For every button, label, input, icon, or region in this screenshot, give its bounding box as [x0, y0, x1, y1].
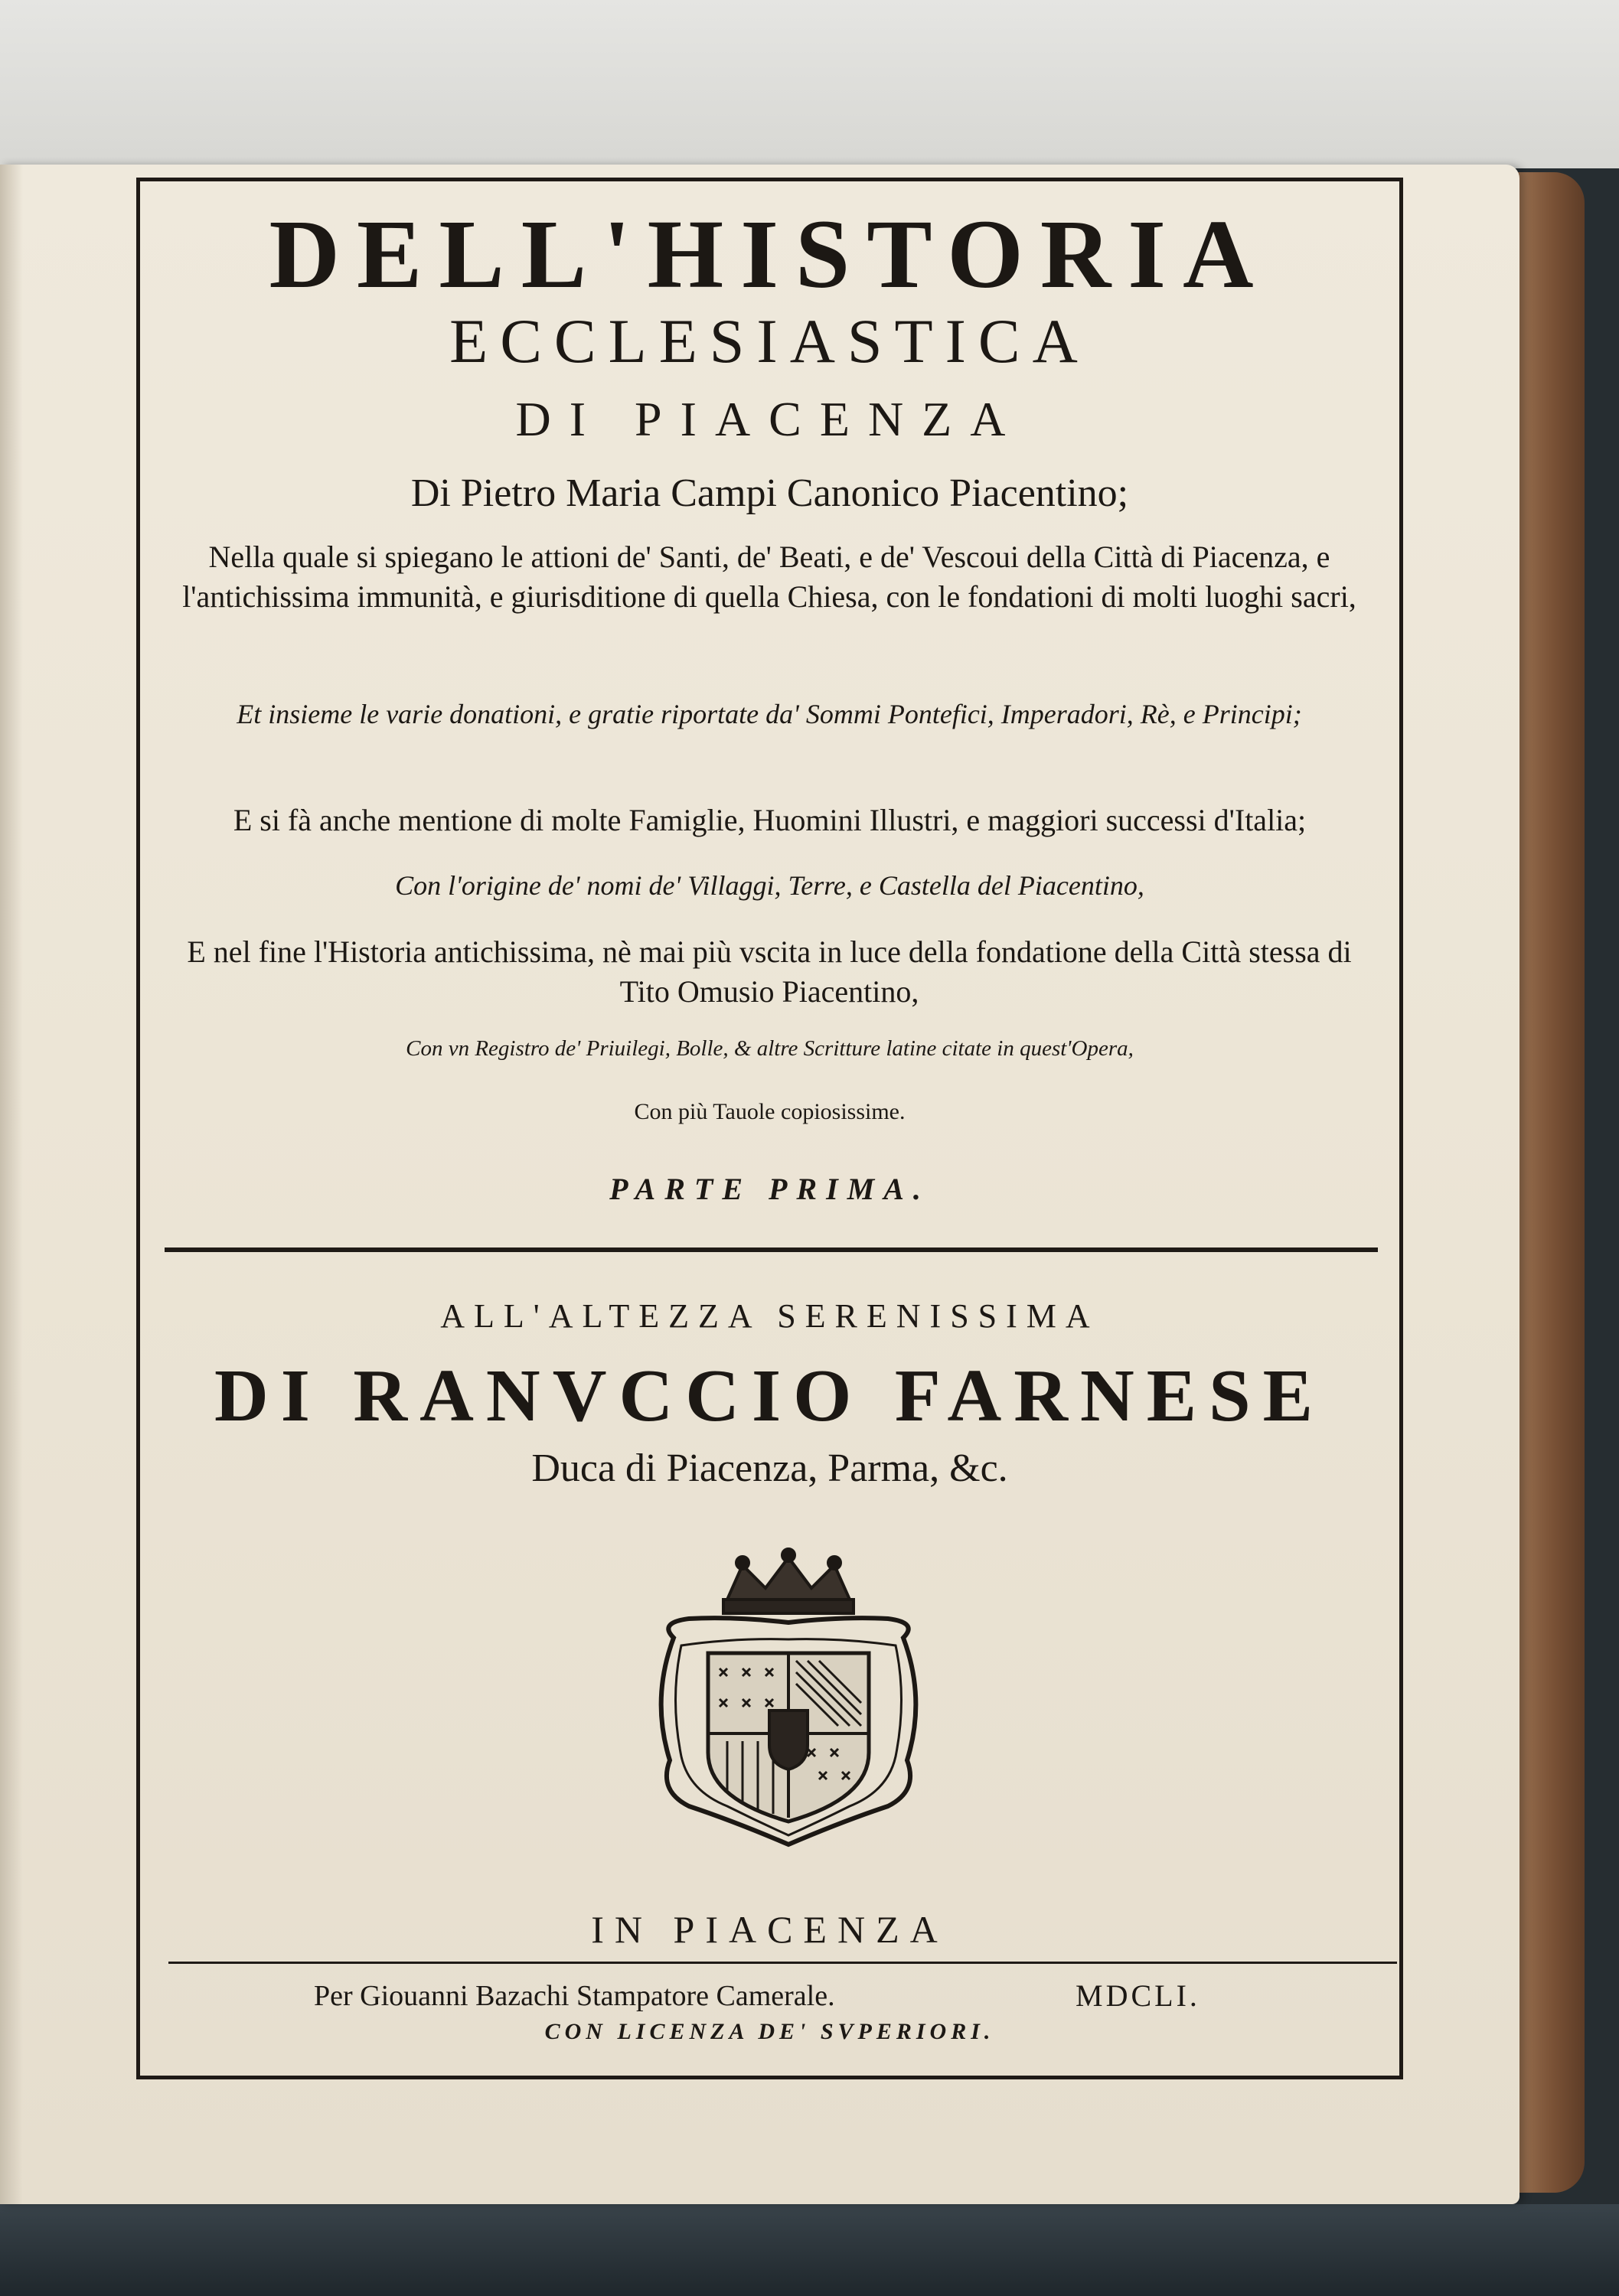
- printer-line: Per Giouanni Bazachi Stampatore Camerale.: [314, 1980, 835, 2012]
- families-line: E si fà anche mentione di molte Famiglie, Huomini Illustri, e maggiori successi d'Italia;: [233, 803, 1307, 837]
- title-line-1: DELL'HISTORIA: [269, 200, 1271, 308]
- background-top: [0, 0, 1619, 168]
- dedication-line-1: ALL'ALTEZZA SERENISSIMA: [440, 1297, 1099, 1335]
- farnese-coat-of-arms: [643, 1546, 934, 1852]
- title-line-3: DI PIACENZA: [515, 392, 1024, 446]
- publication-year: MDCLI.: [1076, 1978, 1200, 2013]
- background-bottom: [0, 2204, 1619, 2296]
- title-line-2: ECCLESIASTICA: [449, 306, 1090, 376]
- registro-line: Con vn Registro de' Priuilegi, Bolle, & altre Scritture latine citate in quest'Opera,: [406, 1036, 1134, 1061]
- part-label: PARTE PRIMA.: [609, 1172, 930, 1206]
- dedication-line-3: Duca di Piacenza, Parma, &c.: [531, 1446, 1008, 1490]
- page-gutter-shade: [0, 165, 23, 2204]
- omusio-paragraph: E nel fine l'Historia antichissima, nè mai più vscita in luce della fondatione della Città stessa di Tito Omusio Piacentino,: [187, 934, 1352, 1009]
- tavole-line: Con più Tauole copiosissime.: [634, 1099, 906, 1124]
- author-line: Di Pietro Maria Campi Canonico Piacentino;: [410, 471, 1129, 515]
- donations-paragraph: Et insieme le varie donationi, e gratie riportate da' Sommi Pontefici, Imperadori, Rè, e Principi;: [237, 699, 1302, 729]
- place-line: IN PIACENZA: [591, 1908, 948, 1951]
- imprint-rule: [168, 1962, 1397, 1964]
- villages-line: Con l'origine de' nomi de' Villaggi, Terre, e Castella del Piacentino,: [395, 870, 1144, 901]
- licence-line: CON LICENZA DE' SVPERIORI.: [544, 2019, 995, 2044]
- description-paragraph: Nella quale si spiegano le attioni de' Santi, de' Beati, e de' Vescoui della Città di Piacenza, e l'antichissima immunità, e giurisditione di quella Chiesa, con le fondationi di molti luoghi sacri,: [182, 540, 1356, 614]
- dedication-line-2: DI RANVCCIO FARNESE: [214, 1355, 1326, 1437]
- divider-rule: [165, 1247, 1378, 1252]
